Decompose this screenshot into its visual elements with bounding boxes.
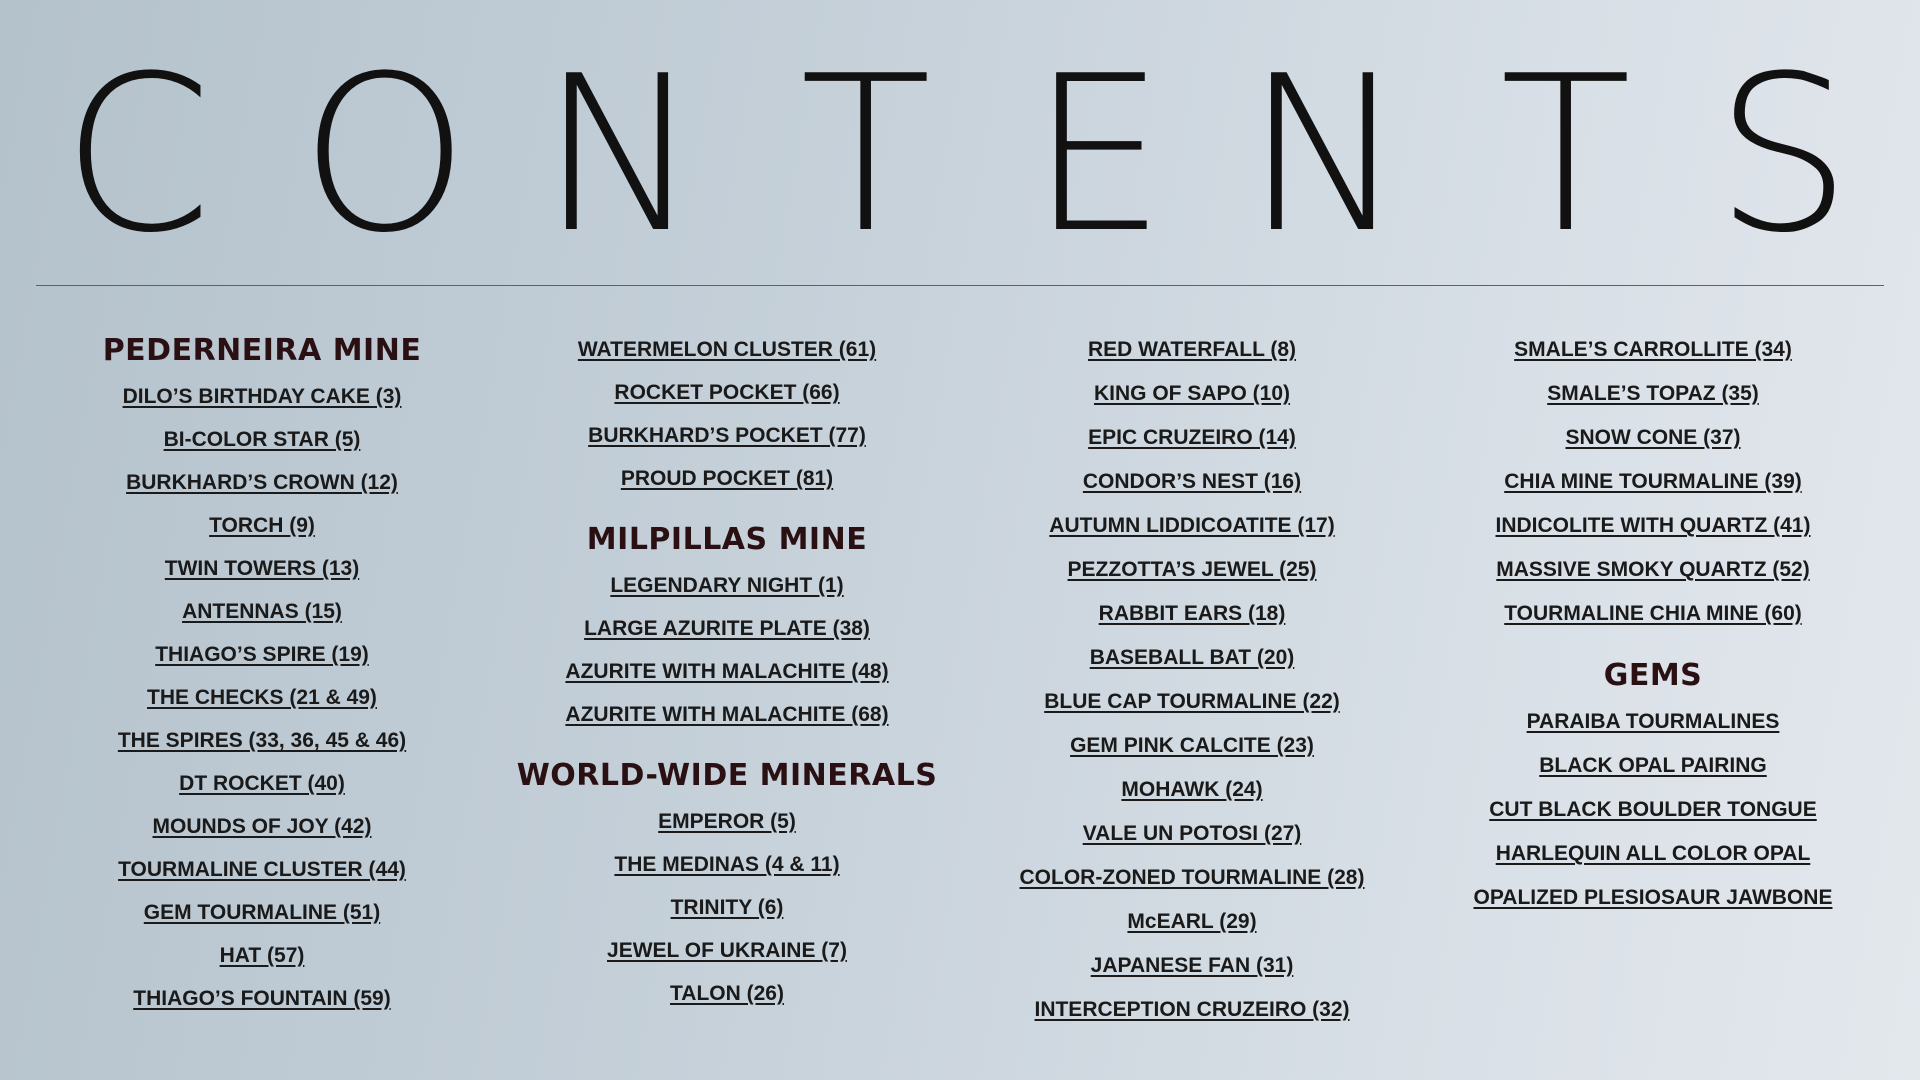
toc-entry[interactable]: VALE UN POTOSI (27) [1082,822,1302,845]
toc-entry[interactable]: BLACK OPAL PAIRING [1539,754,1767,777]
toc-entry[interactable]: MOUNDS OF JOY (42) [152,815,372,838]
title-letter: E [1030,29,1166,280]
toc-entry[interactable]: RABBIT EARS (18) [1098,602,1286,625]
title-letter: O [300,29,470,280]
toc-entry[interactable]: BASEBALL BAT (20) [1089,646,1295,669]
toc-entry[interactable]: PEZZOTTA’S JEWEL (25) [1067,558,1317,581]
toc-entry[interactable]: SMALE’S TOPAZ (35) [1547,382,1759,405]
section-heading-world-wide-minerals: WORLD-WIDE MINERALS [516,758,938,793]
toc-entry[interactable]: AUTUMN LIDDICOATITE (17) [1049,514,1335,537]
toc-entry[interactable]: AZURITE WITH MALACHITE (48) [565,660,889,683]
toc-entry[interactable]: HARLEQUIN ALL COLOR OPAL [1495,842,1811,865]
contents-column-2 [492,328,962,1015]
toc-entry[interactable]: DT ROCKET (40) [179,772,345,795]
title-letter: T [1500,29,1632,280]
toc-entry[interactable]: TWIN TOWERS (13) [164,557,360,580]
title-divider [36,285,1884,286]
toc-entry[interactable]: THE CHECKS (21 & 49) [147,686,377,709]
toc-entry[interactable]: MOHAWK (24) [1121,778,1263,801]
toc-entry[interactable]: CONDOR’S NEST (16) [1082,470,1302,493]
toc-entry[interactable]: INDICOLITE WITH QUARTZ (41) [1495,514,1811,537]
toc-entry[interactable]: EMPEROR (5) [658,810,796,833]
title-letter: S [1715,29,1852,280]
contents-column-3 [957,328,1427,1032]
toc-entry[interactable]: EPIC CRUZEIRO (14) [1088,426,1296,449]
toc-entry[interactable]: TOURMALINE CHIA MINE (60) [1504,602,1802,625]
toc-entry[interactable]: LARGE AZURITE PLATE (38) [584,617,870,640]
toc-entry[interactable]: McEARL (29) [1127,910,1257,933]
toc-entry[interactable]: OPALIZED PLESIOSAUR JAWBONE [1473,886,1833,909]
toc-entry[interactable]: MASSIVE SMOKY QUARTZ (52) [1496,558,1810,581]
toc-entry[interactable]: PROUD POCKET (81) [620,467,834,490]
toc-entry[interactable]: SMALE’S CARROLLITE (34) [1514,338,1792,361]
toc-entry[interactable]: AZURITE WITH MALACHITE (68) [565,703,889,726]
title-letter: T [800,29,932,280]
toc-entry[interactable]: JAPANESE FAN (31) [1090,954,1294,977]
page-title [0,29,1920,280]
section-heading-gems: GEMS [1603,658,1703,693]
toc-entry[interactable]: PARAIBA TOURMALINES [1526,710,1780,733]
toc-entry[interactable]: JEWEL OF UKRAINE (7) [607,939,847,962]
toc-entry[interactable]: GEM TOURMALINE (51) [143,901,381,924]
toc-entry[interactable]: ROCKET POCKET (66) [614,381,840,404]
toc-entry[interactable]: LEGENDARY NIGHT (1) [610,574,844,597]
toc-entry[interactable]: THE SPIRES (33, 36, 45 & 46) [117,729,407,752]
toc-entry[interactable]: SNOW CONE (37) [1565,426,1741,449]
toc-entry[interactable]: CHIA MINE TOURMALINE (39) [1504,470,1802,493]
section-heading-milpillas-mine: MILPILLAS MINE [586,522,868,557]
toc-entry[interactable]: ANTENNAS (15) [182,600,342,623]
toc-entry[interactable]: RED WATERFALL (8) [1087,338,1297,361]
toc-entry[interactable]: THIAGO’S FOUNTAIN (59) [133,987,391,1010]
contents-column-4 [1418,328,1888,920]
toc-entry[interactable]: THE MEDINAS (4 & 11) [614,853,840,876]
toc-entry[interactable]: DILO’S BIRTHDAY CAKE (3) [122,385,402,408]
toc-entry[interactable]: TALON (26) [670,982,784,1005]
toc-entry[interactable]: TORCH (9) [209,514,315,537]
toc-entry[interactable]: BURKHARD’S CROWN (12) [126,471,398,494]
toc-entry[interactable]: TOURMALINE CLUSTER (44) [118,858,406,881]
title-letter: C [62,29,213,280]
toc-entry[interactable]: GEM PINK CALCITE (23) [1070,734,1314,757]
toc-entry[interactable]: BI-COLOR STAR (5) [163,428,361,451]
section-heading-pederneira-mine: PEDERNEIRA MINE [102,333,422,368]
toc-entry[interactable]: INTERCEPTION CRUZEIRO (32) [1034,998,1350,1021]
contents-column-1 [27,333,497,1020]
toc-entry[interactable]: CUT BLACK BOULDER TONGUE [1489,798,1817,821]
toc-entry[interactable]: BURKHARD’S POCKET (77) [588,424,866,447]
title-letter: N [1245,29,1406,280]
toc-entry[interactable]: KING OF SAPO (10) [1093,382,1291,405]
title-letter: N [540,29,701,280]
toc-entry[interactable]: TRINITY (6) [670,896,784,919]
toc-entry[interactable]: WATERMELON CLUSTER (61) [577,338,877,361]
toc-entry[interactable]: HAT (57) [219,944,305,967]
toc-entry[interactable]: THIAGO’S SPIRE (19) [155,643,369,666]
toc-entry[interactable]: BLUE CAP TOURMALINE (22) [1044,690,1340,713]
toc-entry[interactable]: COLOR-ZONED TOURMALINE (28) [1019,866,1365,889]
